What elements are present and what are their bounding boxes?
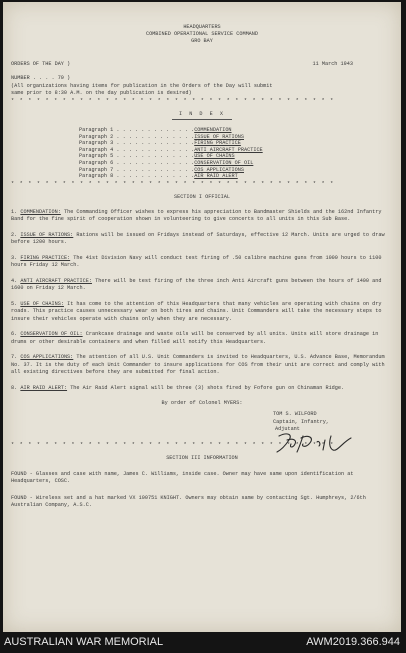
paragraph-text: It has come to the attention of this Headquarters that many vehicles are operating with chains on dry roads. This practice causes unnecessary wear on both tires and chains. Unit Commanders will take the necessary steps to insure their vehicles operate with chains only when they are necessary. bbox=[11, 300, 382, 322]
index-item bbox=[79, 127, 393, 134]
paragraph-heading: COMMENDATION: bbox=[20, 208, 61, 215]
index-item bbox=[79, 140, 393, 147]
paragraph-firing-practice bbox=[11, 255, 393, 270]
paragraph-issue-of-rations bbox=[11, 232, 393, 247]
paragraph-number: 8. bbox=[11, 384, 18, 391]
star-divider: * * * * * * * * * * * * * * * * * * * * * * * * * * * * * * * * * * * * * * bbox=[11, 441, 335, 448]
index-item-title: CONSERVATION OF OIL bbox=[194, 159, 254, 166]
handwritten-signature bbox=[273, 430, 363, 456]
paragraph-text: Crankcase drainage and waste oils will be conserved by all units. Units will store drainage in drums or other desirable containers and when filled will notify this Headquarters. bbox=[11, 331, 379, 345]
signatory-name: TOM S. WILFORD bbox=[273, 411, 317, 418]
paragraph-text: The 41st Division Navy will conduct test firing of .50 calibre machine guns from 1000 hours to 1100 hours Friday 12 March. bbox=[11, 254, 382, 269]
paragraph-heading: COS APPLICATIONS: bbox=[20, 354, 74, 361]
paragraph-heading: FIRING PRACTICE: bbox=[20, 254, 71, 261]
paragraph-conservation-of-oil bbox=[11, 331, 393, 346]
index-item bbox=[79, 167, 393, 174]
index-item-title: AIR RAID ALERT bbox=[194, 173, 238, 180]
paragraph-cos-applications bbox=[11, 354, 393, 377]
orders-line bbox=[11, 61, 393, 68]
paragraph-number: 4. bbox=[11, 277, 18, 284]
letterhead-line-1: HEADQUARTERS bbox=[183, 24, 221, 30]
index-item bbox=[79, 173, 393, 180]
index-item-title: ANTI AIRCRAFT PRACTICE bbox=[194, 146, 263, 153]
index-item-title: FIRING PRACTICE bbox=[194, 140, 241, 147]
catalog-number: AWM2019.366.944 bbox=[306, 636, 400, 648]
orders-date: 11 March 1943 bbox=[312, 61, 353, 67]
index-item-label: Paragraph 3 . . . . . . . . . . . . . bbox=[79, 140, 195, 147]
section-3-title: SECTION III INFORMATION bbox=[166, 454, 238, 461]
paragraph-heading: ISSUE OF RATIONS: bbox=[20, 231, 74, 238]
paragraph-number: 3. bbox=[11, 254, 18, 261]
index-item-title: COS APPLICATIONS bbox=[194, 166, 244, 173]
by-order-line: By order of Colonel MYERS: bbox=[161, 400, 243, 407]
found-item: FOUND - Wireless set and a hat marked VX 100751 KNIGHT. Owners may obtain same by contacting Sgt. Humphreys, 2/6th Australian Company, A.S.C. bbox=[11, 494, 366, 509]
document-page bbox=[3, 2, 401, 632]
index-item-label: Paragraph 7 . . . . . . . . . . . . . bbox=[79, 166, 195, 173]
paragraph-text: The attention of all U.S. Unit Commanders is invited to Headquarters, U.S. Advance Base, Memorandum No. 37. It is the duty of each Unit Commander to insure applications for COS from their unit are correct and comply with all existing directives before they are submitted for final action. bbox=[11, 354, 385, 376]
collection-name: AUSTRALIAN WAR MEMORIAL bbox=[4, 636, 164, 648]
paragraph-number: 6. bbox=[11, 331, 18, 338]
index-item bbox=[79, 160, 393, 167]
index-underline bbox=[172, 119, 232, 120]
star-divider: * * * * * * * * * * * * * * * * * * * * * * * * * * * * * * * * * * * * * * bbox=[11, 98, 335, 104]
footer-bar bbox=[0, 632, 406, 653]
star-divider: * * * * * * * * * * * * * * * * * * * * * * * * * * * * * * * * * * * * * * bbox=[11, 180, 335, 187]
index-item-label: Paragraph 5 . . . . . . . . . . . . . bbox=[79, 153, 195, 160]
index-item bbox=[79, 147, 393, 154]
index-item-label: Paragraph 1 . . . . . . . . . . . . . bbox=[79, 127, 195, 133]
letterhead-line-3: GRO BAY bbox=[191, 38, 213, 44]
index-item-title: ISSUE OF RATIONS bbox=[194, 133, 244, 140]
paragraph-text: The Air Raid Alert signal will be three (3) shots fired by Fofore gun on Chinaman Ridge. bbox=[70, 384, 345, 391]
index-item-title: COMMENDATION bbox=[194, 127, 232, 133]
index-item bbox=[79, 153, 393, 160]
paragraph-text: The Commanding Officer wishes to express his appreciation to Bandmaster Shields and the 162nd Infantry Band for the fine spirit of cooperation shown in volunteering to give concerts to all units in this Sub Base. bbox=[11, 208, 382, 223]
letterhead bbox=[11, 24, 393, 45]
paragraph-number: 7. bbox=[11, 354, 18, 361]
paragraph-number: 2. bbox=[11, 231, 18, 238]
found-item: FOUND - Glasses and case with name, James C. Williams, inside case. Owner may have same upon identification at Headquarters, COSC. bbox=[11, 470, 354, 485]
signatory-role: Adjutant bbox=[275, 426, 300, 433]
index-item-label: Paragraph 2 . . . . . . . . . . . . . bbox=[79, 133, 195, 140]
paragraph-text: Rations will be issued on Fridays instead of Saturdays, effective 12 March. Units are urged to draw before 1200 hours. bbox=[11, 231, 385, 246]
signatory-rank: Captain, Infantry, bbox=[273, 418, 330, 425]
notice-line-1: (All organizations having items for publication in the Orders of the Day will submit bbox=[11, 83, 273, 89]
paragraph-number: 5. bbox=[11, 300, 18, 307]
section-1-title: SECTION I OFFICIAL bbox=[173, 193, 231, 200]
paragraph-heading: ANTI AIRCRAFT PRACTICE: bbox=[20, 277, 92, 284]
paragraph-anti-aircraft-practice bbox=[11, 278, 393, 293]
paragraph-heading: CONSERVATION OF OIL: bbox=[20, 331, 83, 338]
index-title: I N D E X bbox=[178, 111, 226, 117]
paragraph-heading: AIR RAID ALERT: bbox=[20, 384, 68, 391]
notice-line-2: same prior to 8:30 A.M. on the day publication is desired) bbox=[11, 90, 192, 96]
index-item-label: Paragraph 8 . . . . . . . . . . . . . bbox=[79, 173, 195, 180]
orders-of-day-label: ORDERS OF THE DAY ) bbox=[11, 61, 71, 67]
paragraph-heading: USE OF CHAINS: bbox=[20, 300, 64, 307]
letterhead-line-2: COMBINED OPERATIONAL SERVICE COMMAND bbox=[145, 31, 259, 37]
index-item-title: USE OF CHAINS bbox=[194, 153, 235, 160]
index-item-label: Paragraph 4 . . . . . . . . . . . . . bbox=[79, 146, 195, 153]
index-item bbox=[79, 134, 393, 141]
orders-number: NUMBER . . . . 70 ) bbox=[11, 75, 71, 81]
paragraph-commendation bbox=[11, 209, 393, 224]
paragraph-number: 1. bbox=[11, 208, 18, 215]
index-list bbox=[79, 127, 393, 180]
paragraph-text: There will be test firing of the three inch Anti Aircraft guns between the hours of 1400 and 1600 on Friday 12 March. bbox=[11, 277, 382, 292]
paragraph-use-of-chains bbox=[11, 301, 393, 324]
index-item-label: Paragraph 6 . . . . . . . . . . . . . bbox=[79, 159, 195, 166]
paragraph-air-raid-alert bbox=[11, 385, 393, 393]
